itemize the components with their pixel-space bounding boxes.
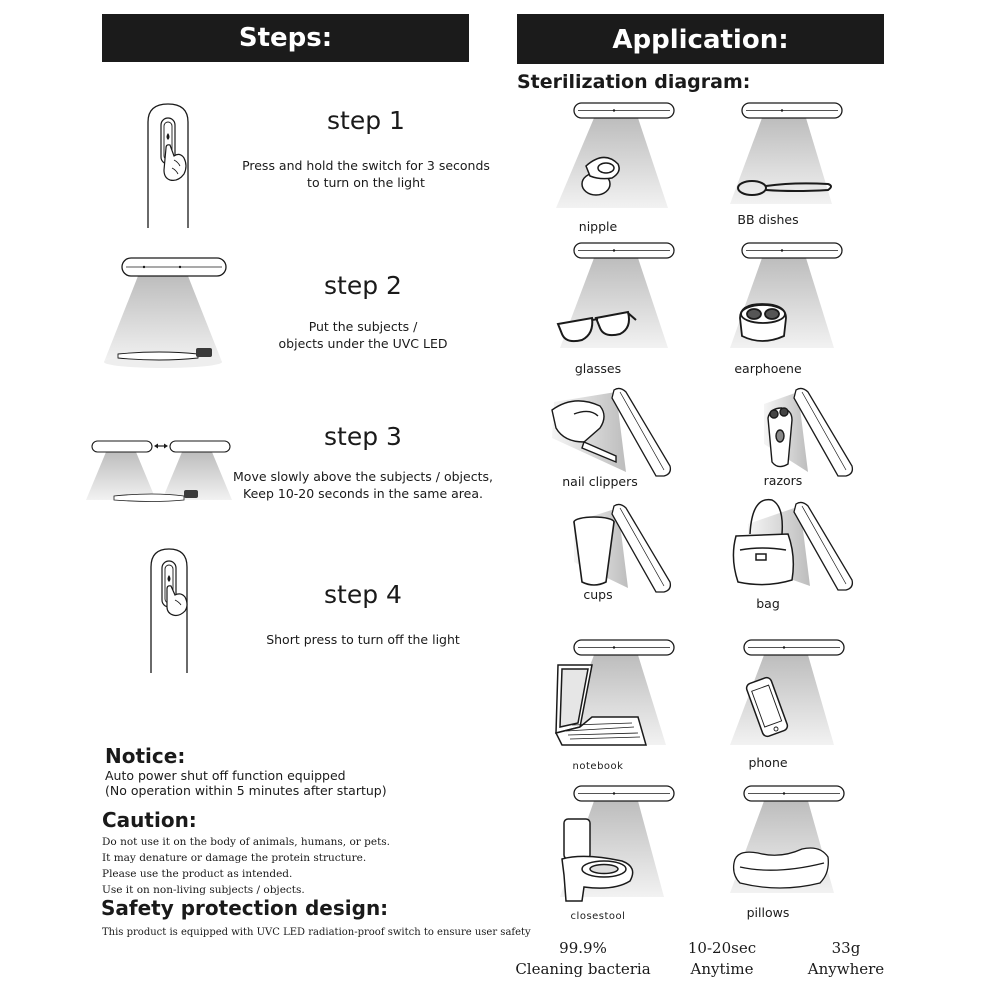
stat-label: Anywhere xyxy=(807,960,885,978)
lamp-move-icon xyxy=(84,436,234,508)
notice-heading: Notice: xyxy=(105,744,186,768)
earphones-icon xyxy=(740,304,786,341)
notice-text: Auto power shut off function equipped (No operation within 5 minutes after startup) xyxy=(105,768,387,798)
app-label-closestool: closestool xyxy=(570,911,626,922)
lamp-toilet-illustration xyxy=(554,783,676,905)
app-label-nail-clippers: nail clippers xyxy=(562,474,638,489)
stat-value: 33g xyxy=(831,939,861,957)
steps-banner: Steps: xyxy=(102,14,469,62)
sterilization-diagram-title: Sterilization diagram: xyxy=(517,71,751,93)
lamp-razor-illustration xyxy=(756,384,854,480)
app-label-notebook: notebook xyxy=(572,761,624,772)
app-label-cups: cups xyxy=(583,587,613,602)
lamp-phone-illustration xyxy=(724,637,848,749)
step-4-title: step 4 xyxy=(324,580,402,609)
lamp-bag-illustration xyxy=(726,494,854,594)
stat-anywhere xyxy=(771,938,921,980)
app-label-earphoene: earphoene xyxy=(734,361,802,376)
app-label-nipple: nipple xyxy=(578,219,618,234)
app-label-phone: phone xyxy=(748,755,788,770)
app-label-pillows: pillows xyxy=(746,905,790,920)
lamp-earphones-illustration xyxy=(724,240,844,354)
app-label-razors: razors xyxy=(763,473,803,488)
stat-label: Cleaning bacteria xyxy=(515,960,651,978)
lamp-glasses-illustration xyxy=(556,240,676,354)
step-2-description: Put the subjects / objects under the UVC LED xyxy=(278,319,448,351)
step-4-description: Short press to turn off the light xyxy=(266,632,460,647)
step-1-description: Press and hold the switch for 3 seconds to turn on the light xyxy=(242,158,490,190)
app-label-glasses: glasses xyxy=(574,361,622,376)
caution-heading: Caution: xyxy=(102,808,197,832)
stat-value: 99.9% xyxy=(559,939,607,957)
app-label-bag: bag xyxy=(756,596,780,611)
lamp-nail-clippers-illustration xyxy=(544,384,672,480)
app-label-bb-dishes: BB dishes xyxy=(737,212,799,227)
step-3-title: step 3 xyxy=(324,422,402,451)
step-2-title: step 2 xyxy=(324,271,402,300)
step-1-title: step 1 xyxy=(327,106,405,135)
lamp-cup-illustration xyxy=(568,500,672,596)
caution-text: Do not use it on the body of animals, humans, or pets. It may denature or damage the protein structure. Please use the product as intended. Use it on non-living subjects / objects. xyxy=(102,836,391,896)
lamp-pillow-illustration xyxy=(724,783,848,899)
lamp-spoon-illustration xyxy=(724,100,844,208)
stat-cleaning-bacteria xyxy=(508,938,658,980)
stat-label: Anytime xyxy=(690,960,754,978)
application-banner: Application: xyxy=(517,14,884,64)
step-3-description: Move slowly above the subjects / objects, Keep 10-20 seconds in the same area. xyxy=(233,469,493,501)
safety-heading: Safety protection design: xyxy=(101,896,389,920)
lamp-pacifier-illustration xyxy=(556,100,676,212)
razor-icon xyxy=(768,408,792,467)
lamp-toothbrush-icon xyxy=(100,254,230,370)
stat-value: 10-20sec xyxy=(687,939,757,957)
finger-press-icon xyxy=(140,100,200,230)
finger-short-press-icon xyxy=(145,545,205,675)
lamp-laptop-illustration xyxy=(552,637,676,751)
safety-text: This product is equipped with UVC LED radiation-proof switch to ensure user safety xyxy=(102,927,531,938)
